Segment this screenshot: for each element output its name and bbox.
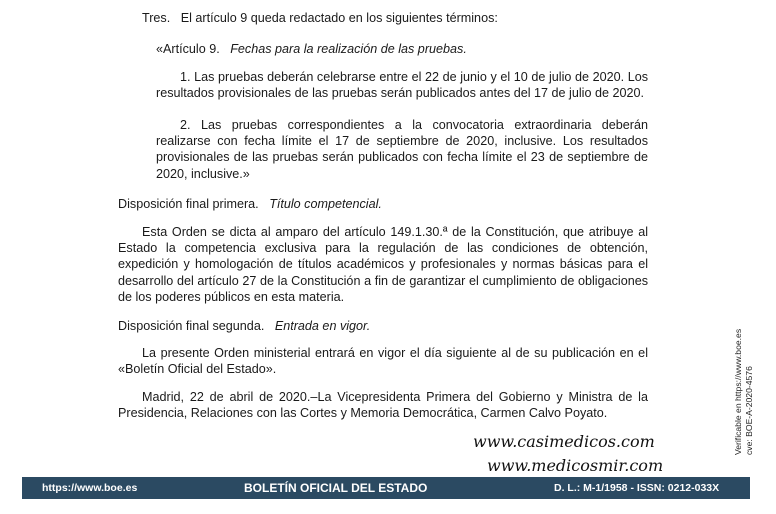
article-paragraph-1: 1. Las pruebas deberán celebrarse entre el 22 de junio y el 10 de julio de 2020. Los resultados provisionales de las pruebas serán publicados antes del 17 de julio de 2020. [156, 70, 648, 101]
final-provision-2-title: Entrada en vigor. [274, 319, 371, 333]
watermark-medicosmir: www.medicosmir.com [487, 456, 664, 475]
final-provision-1-heading [118, 196, 648, 212]
verification-url: Verificable en https://www.boe.es [733, 328, 743, 455]
footer-bar [22, 477, 750, 499]
article-title: Fechas para la realización de las pruebas. [230, 42, 467, 56]
amendment-label: Tres. [142, 11, 171, 25]
final-provision-1-text: Esta Orden se dicta al amparo del artículo 149.1.30.ª de la Constitución, que atribuye al Estado la competencia exclusiva para la regulación de las condiciones de obtención, expedición y homologación de títulos académicos y profesionales y normas básicas para el desarrollo del artículo 27 de la Constitución a fin de garantizar el cumplimiento de obligaciones de los poderes públicos en esta materia. [118, 225, 648, 304]
amendment-tres [118, 10, 648, 26]
final-provision-2-heading [118, 318, 648, 334]
footer-title: BOLETÍN OFICIAL DEL ESTADO [244, 481, 428, 495]
side-verification-text [733, 305, 755, 455]
final-provision-2-label: Disposición final segunda. [118, 319, 265, 333]
final-provision-1-label: Disposición final primera. [118, 197, 259, 211]
footer-legal-deposit: D. L.: M-1/1958 - ISSN: 0212-033X [554, 482, 720, 494]
watermark-casimedicos: www.casimedicos.com [473, 432, 655, 451]
cve-code: cve: BOE-A-2020-4576 [744, 366, 754, 455]
article-paragraph-2: 2. Las pruebas correspondientes a la convocatoria extraordinaria deberán realizarse con fecha límite el 17 de septiembre de 2020, inclusive. Los resultados provisionales de las pruebas serán publicados con fecha límite el 23 de septiembre de 2020, inclusive.» [156, 118, 648, 181]
signature-paragraph: Madrid, 22 de abril de 2020.–La Vicepresidenta Primera del Gobierno y Ministra de la Presidencia, Relaciones con las Cortes y Memoria Democrática, Carmen Calvo Poyato. [118, 390, 648, 421]
article-number: «Artículo 9. [156, 42, 220, 56]
amendment-text: El artículo 9 queda redactado en los siguientes términos: [180, 11, 498, 25]
final-provision-1-title: Título competencial. [269, 197, 382, 211]
final-provision-2-text: La presente Orden ministerial entrará en vigor el día siguiente al de su publicación en el «Boletín Oficial del Estado». [118, 346, 648, 377]
footer-url[interactable]: https://www.boe.es [42, 482, 138, 494]
article-heading [118, 41, 648, 57]
